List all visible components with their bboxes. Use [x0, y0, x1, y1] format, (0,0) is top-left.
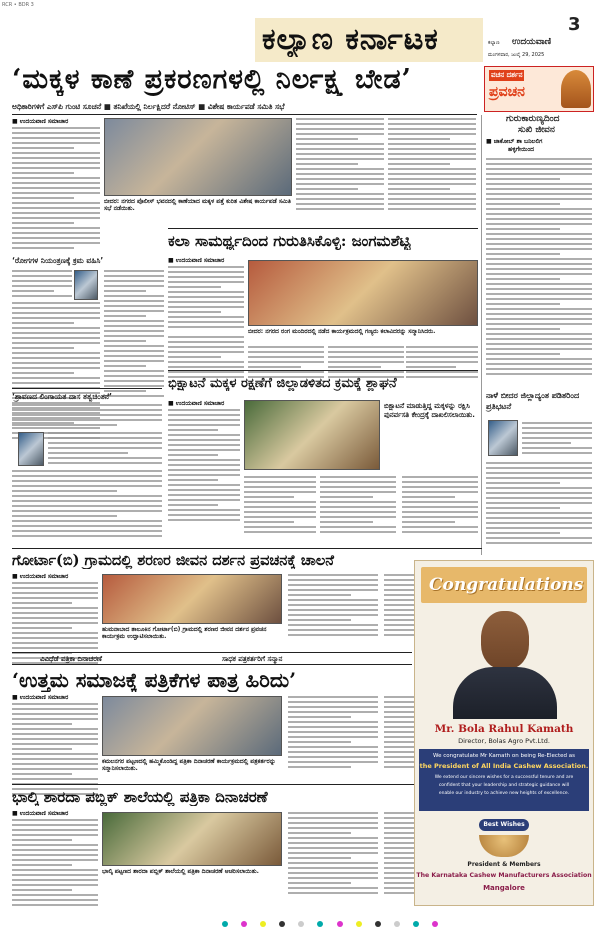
story-3-headline: ಭಿಕ್ಷಾಟನೆ ಮಕ್ಕಳ ರಕ್ಷಣೆಗೆ ಜಿಲ್ಲಾಡಳಿತದ ಕ್ರಮಕ್ಕೆ ಶ್ಲಾಘನೆ	[168, 376, 397, 391]
pravachana-label-small: ವಚನ ದರ್ಶನ	[491, 71, 523, 79]
registration-dot	[222, 921, 228, 927]
left-col-portrait-2	[18, 432, 44, 466]
ad-msg-line-1: We congratulate Mr Kamath on being Re-Elected as	[433, 753, 575, 759]
page-number: 3	[568, 14, 581, 35]
story-3-col-4	[402, 476, 478, 536]
right-col-author: ಹಳ್ಳಿಗೇಯಿಂದ	[508, 146, 534, 153]
left-col-text-6	[12, 470, 162, 540]
right-col-text	[486, 158, 592, 378]
ad-portrait-body	[453, 667, 557, 719]
story-6-byline: ■ ಉದಯವಾಣಿ ಸಮಾಚಾರ	[12, 810, 69, 817]
kicker-right: ಸಾಧಕ ಪತ್ರಕರ್ತರಿಗೆ ಸನ್ಮಾನ	[222, 655, 283, 663]
left-col-text-5	[48, 432, 162, 467]
sub-head-2-rule	[12, 388, 162, 389]
ad-org-city: Mangalore	[483, 884, 525, 892]
column-subtitle-1: ಗುರುಕಾರುಣ್ಯದಿಂದ	[506, 114, 560, 124]
right-col-text-2	[522, 422, 592, 457]
column-subtitle-2: ಸುಖಿ ಜೀವನ	[518, 125, 555, 135]
registration-dot	[413, 921, 419, 927]
ad-msg-line-3: We extend our sincere wishes for a successful tenure and are	[434, 775, 574, 780]
lead-photo	[104, 118, 292, 196]
left-col-text-3	[104, 270, 164, 400]
registration-dot	[394, 921, 400, 927]
story-3-byline: ■ ಉದಯವಾಣಿ ಸಮಾಚಾರ	[168, 400, 225, 407]
lead-col-4	[388, 118, 476, 213]
ad-wishes: Best Wishes	[483, 821, 525, 828]
lead-headline: ‘ಮಕ್ಕಳ ಕಾಣೆ ಪ್ರಕರಣಗಳಲ್ಲಿ ನಿರ್ಲಕ್ಷ್ಯ ಬೇಡ’	[12, 64, 412, 95]
story-2-photo	[248, 260, 478, 326]
story-2-headline: ಕಲಾ ಸಾಮರ್ಥ್ಯದಿಂದ ಗುರುತಿಸಿಕೊಳ್ಳಿ: ಜಂಗಮಶೆಟ್ಟಿ	[168, 232, 411, 250]
ad-msg-line-2: the President of All India Cashew Association.	[419, 762, 589, 770]
story-3-top-rule	[168, 370, 478, 371]
story-3-col-3	[320, 476, 396, 536]
story-4-col-3	[288, 574, 378, 639]
registration-dot	[241, 921, 247, 927]
story-2-col-2	[168, 336, 244, 381]
kicker-left: ವಿವಿಧೆಡೆ ಪತ್ರಿಕಾ ದಿನಾಚರಣೆ	[40, 655, 103, 663]
story-4-top-rule	[12, 548, 482, 549]
story-2-byline: ■ ಉದಯವಾಣಿ ಸಮಾಚಾರ	[168, 257, 225, 264]
story-4-photo-caption: ಹುಮನಾಬಾದ ತಾಲೂಕಿನ ಗೋರ್ಟಾ(ಬಿ) ಗ್ರಾಮದಲ್ಲಿ ಶರಣರ ಜೀವನ ದರ್ಶನ ಪ್ರವಚನ ಕಾರ್ಯಕ್ರಮ ಉದ್ಘಾಟಿಸಲಾಯಿತು.	[102, 626, 267, 640]
lead-byline: ■ ಉದಯವಾಣಿ ಸಮಾಚಾರ	[12, 118, 69, 125]
story-5-photo-caption: ಕಮಲನಗರ ಪಟ್ಟಣದಲ್ಲಿ ಹಮ್ಮಿಕೊಂಡಿದ್ದ ಪತ್ರಿಕಾ ದಿನಾಚರಣೆ ಕಾರ್ಯಕ್ರಮದಲ್ಲಿ ಪತ್ರಕರ್ತರನ್ನು ಸನ್ಮಾನಿಸಲಾಯಿತು.	[102, 758, 276, 772]
ad-banner-text: Congratulations	[429, 575, 584, 595]
story-4-headline: ಗೋರ್ಟಾ(ಬಿ) ಗ್ರಾಮದಲ್ಲಿ ಶರಣರ ಜೀವನ ದರ್ಶನ ಪ್ರವಚನಕ್ಕೆ ಚಾಲನೆ	[12, 552, 334, 569]
section-title: ಕಲ್ಯಾಣ ಕರ್ನಾಟಕ	[262, 22, 439, 57]
issue-date: ಮಂಗಳವಾರ, ಜುಲೈ 29, 2025	[488, 52, 545, 58]
story-5-col-3	[288, 696, 378, 771]
story-4-byline: ■ ಉದಯವಾಣಿ ಸಮಾಚಾರ	[12, 573, 69, 580]
brand-prefix: ಕಲ್ಯಾಣ	[488, 40, 500, 46]
ad-msg-line-4: confident that your leadership and strategic guidance will	[438, 783, 570, 788]
ad-portrait	[449, 609, 561, 719]
registration-dot	[298, 921, 304, 927]
story-3-col-1	[168, 409, 240, 524]
story-2-col-1	[168, 266, 244, 331]
story-6-top-rule	[12, 784, 482, 785]
lead-col-1	[12, 127, 100, 252]
lead-col-3	[296, 118, 384, 213]
left-col-text-4	[12, 404, 162, 429]
cashew-bowl-icon	[479, 835, 529, 857]
story-3-side-caption: ಬಿಕ್ಷಾಟನೆ ಮಾಡುತ್ತಿದ್ದ ಮಕ್ಕಳನ್ನು ರಕ್ಷಿಸಿ ಪುನರ್ವಸತಿ ಕೇಂದ್ರಕ್ಕೆ ದಾಖಲಿಸಲಾಯಿತು.	[384, 402, 475, 419]
registration-dot	[260, 921, 266, 927]
right-col-byline: ■ ಜಾಕೋಬ್ ಶಾ ಬನಿಲಲಿಗ	[486, 138, 543, 145]
brand-name: ಉದಯವಾಣಿ	[512, 37, 552, 47]
story-6-photo	[102, 812, 282, 866]
lead-strap-rule	[12, 114, 477, 115]
pravachana-box	[484, 66, 594, 112]
right-col-portrait	[488, 420, 518, 456]
advertisement	[414, 560, 594, 906]
registration-dot	[356, 921, 362, 927]
story-6-col-3	[288, 812, 378, 897]
sub-head-2: ‘ಶ್ರಾವಣದ ಲಿಂಗಾಯತ ದಾಸ ತತ್ವಚಿಂತನೆ’	[12, 392, 112, 401]
registration-dot	[279, 921, 285, 927]
story-3-col-2	[244, 476, 316, 536]
story-4-photo	[102, 574, 282, 624]
ad-person-title: Director, Bolas Agro Pvt.Ltd.	[458, 737, 550, 745]
ad-from-label: President & Members	[467, 861, 541, 868]
print-registration-marks	[70, 912, 590, 922]
pravachana-label-big: ಪ್ರವಚನ	[489, 84, 525, 100]
registration-dot	[337, 921, 343, 927]
right-col-text-3	[486, 462, 592, 547]
author-portrait	[561, 70, 591, 108]
story-6-headline: ಭಾಲ್ಕಿ ಶಾರದಾ ಪಬ್ಲಿಕ್ ಶಾಲೆಯಲ್ಲಿ ಪತ್ರಿಕಾ ದಿನಾಚರಣೆ	[12, 788, 268, 806]
registration-dot	[375, 921, 381, 927]
registration-dot	[317, 921, 323, 927]
right-col-divider	[481, 115, 482, 555]
story-6-col-1	[12, 819, 98, 909]
story-2-photo-caption: ಬೀದರ: ನಗರದ ರಂಗ ಮಂದಿರದಲ್ಲಿ ನಡೆದ ಕಾರ್ಯಕ್ರಮದಲ್ಲಿ ಗಣ್ಯರು ಕಲಾವಿದರನ್ನು ಸನ್ಮಾನಿಸಿದರು.	[248, 328, 436, 335]
kicker-strip	[12, 652, 412, 665]
story-6-photo-caption: ಭಾಲ್ಕಿ ಪಟ್ಟಣದ ಶಾರದಾ ಪಬ್ಲಿಕ್ ಶಾಲೆಯಲ್ಲಿ ಪತ್ರಿಕಾ ದಿನಾಚರಣೆ ಆಚರಿಸಲಾಯಿತು.	[102, 868, 259, 875]
sub-head-1: ‘ರೋಗಗಳ ನಿಯಂತ್ರಣಕ್ಕೆ ಕ್ರಮ ವಹಿಸಿ’	[12, 256, 104, 265]
registration-dot	[432, 921, 438, 927]
story-5-photo	[102, 696, 282, 756]
lead-strap: ಅಧಿಕಾರಿಗಳಿಗೆ ಎಸ್‌ಪಿ ಗುಂಟಿ ಸೂಚನೆ ■ ತನಿಖೆಯಲ್ಲಿ ನಿರ್ಲಕ್ಷಿದರೆ ನೋಟಿಸ್ ■ ವಿಶೇಷ ಕಾರ್ಯಪಡೆ ಸಮಿತಿ ಸಭೆ	[12, 102, 285, 111]
ad-person-name: Mr. Bola Rahul Kamath	[434, 723, 574, 735]
ad-portrait-head	[481, 611, 529, 669]
ad-msg-line-5: enable our industry to achieve new heights of excellence.	[438, 791, 570, 796]
ad-org-name: The Karnataka Cashew Manufacturers Association	[416, 872, 592, 879]
right-col-subhead: ನಾಳೆ ಬೀದರ ಜಿಲ್ಲಾದ್ಯಂತ ಪಡಿತರಿಂದ ಪ್ರತಿಭಟನೆ	[486, 391, 580, 411]
story-5-headline: ‘ಉತ್ತಮ ಸಮಾಜಕ್ಕೆ ಪತ್ರಿಕೆಗಳ ಪಾತ್ರ ಹಿರಿದು’	[12, 668, 297, 692]
story-2-top-rule	[168, 228, 478, 229]
left-col-text-1	[12, 270, 72, 300]
left-col-portrait-1	[74, 270, 98, 300]
print-code: RCR • BDR 3	[2, 2, 34, 8]
lead-photo-caption: ಬೀದರ: ನಗರದ ಪೊಲೀಸ್ ಭವನದಲ್ಲಿ ಕಾಣೆಯಾದ ಮಕ್ಕಳ ಪತ್ತೆ ಕುರಿತ ವಿಶೇಷ ಕಾರ್ಯಪಡೆ ಸಮಿತಿ ಸಭೆ ನಡೆಯಿತು.	[104, 198, 291, 212]
story-3-photo	[244, 400, 380, 470]
story-5-byline: ■ ಉದಯವಾಣಿ ಸಮಾಚಾರ	[12, 694, 69, 701]
